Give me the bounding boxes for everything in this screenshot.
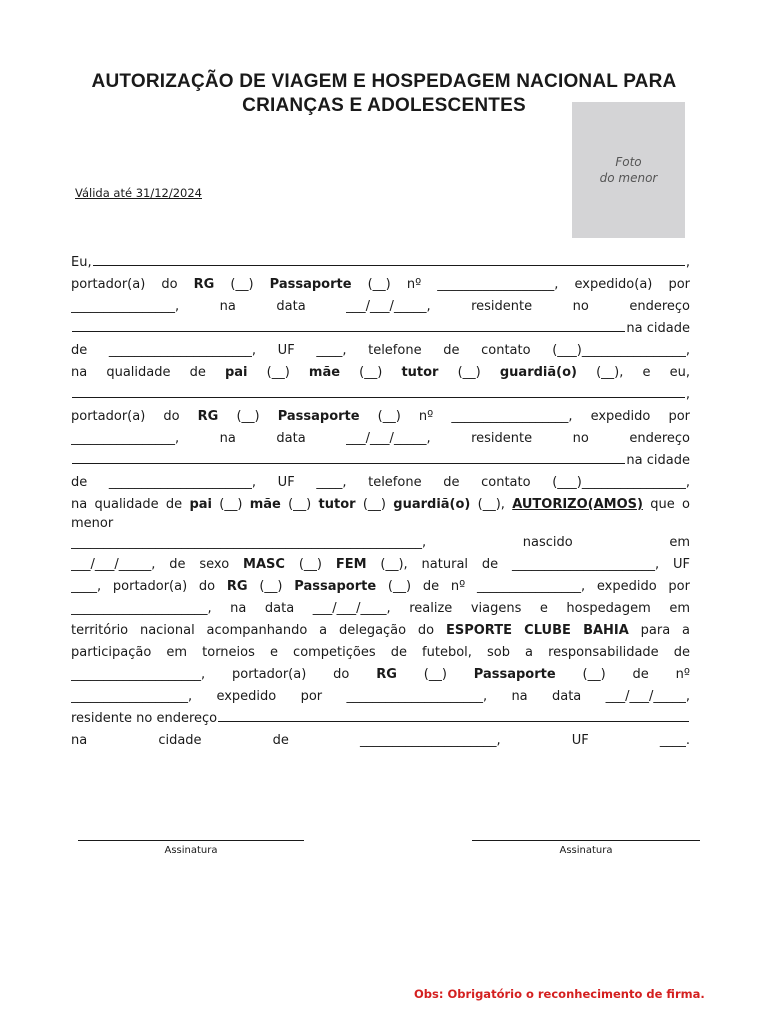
form-line: ___/___/_____, de sexo MASC (__) FEM (__), natural de ______________________, UF <box>71 557 690 572</box>
title-line-1: AUTORIZAÇÃO DE VIAGEM E HOSPEDAGEM NACIONAL PARA <box>91 71 677 92</box>
form-line: Eu, , <box>71 252 690 274</box>
form-line: na qualidade de pai (__) mãe (__) tutor (__) guardiã(o) (__), AUTORIZO(AMOS) que o <box>71 497 690 512</box>
form-line: ____, portador(a) do RG (__) Passaporte (__) de nº ________________, expedido por <box>71 579 690 594</box>
form-line: na cidade <box>71 450 690 472</box>
form-line: portador(a) do RG (__) Passaporte (__) nº __________________, expedido por <box>71 409 690 424</box>
form-line: na qualidade de pai (__) mãe (__) tutor (__) guardiã(o) (__), e eu, <box>71 365 690 380</box>
form-line: de ______________________, UF ____, telefone de contato (___)________________, <box>71 343 690 358</box>
blank-field <box>72 384 685 398</box>
form-line: participação em torneios e competições de futebol, sob a responsabilidade de <box>71 645 690 660</box>
form-line: na cidade de _____________________, UF ____. <box>71 733 690 748</box>
blank-field <box>72 318 625 332</box>
authorization-form-body <box>71 252 690 752</box>
form-line: portador(a) do RG (__) Passaporte (__) nº __________________, expedido(a) por <box>71 277 690 292</box>
form-line: __________________, expedido por _____________________, na data ___/___/_____, <box>71 689 690 704</box>
form-line: ________________, na data ___/___/_____, residente no endereço <box>71 299 690 314</box>
form-line: , <box>71 384 690 406</box>
form-line: ____________________, portador(a) do RG (__) Passaporte (__) de nº <box>71 667 690 682</box>
form-line: residente no endereço <box>71 708 690 730</box>
photo-label-2: do menor <box>599 171 658 185</box>
blank-field <box>93 252 685 266</box>
title-line-2: CRIANÇAS E ADOLESCENTES <box>242 95 526 116</box>
blank-field <box>72 450 625 464</box>
validity-date: Válida até 31/12/2024 <box>75 186 202 200</box>
form-line: de ______________________, UF ____, telefone de contato (___)________________, <box>71 475 690 490</box>
form-line: menor <box>71 516 114 531</box>
signature-line-right <box>472 840 700 856</box>
form-line: território nacional acompanhando a delegação do ESPORTE CLUBE BAHIA para a <box>71 623 690 638</box>
form-line: ________________, na data ___/___/_____, residente no endereço <box>71 431 690 446</box>
signature-line-left <box>78 840 304 856</box>
form-line: na cidade <box>71 318 690 340</box>
signature-label-left: Assinatura <box>164 845 218 856</box>
form-line: _____________________, na data ___/___/____, realize viagens e hospedagem em <box>71 601 690 616</box>
notary-notice: Obs: Obrigatório o reconhecimento de firma. <box>414 987 705 1001</box>
photo-label-1: Foto <box>615 155 642 169</box>
signature-label-right: Assinatura <box>559 845 613 856</box>
photo-placeholder <box>572 102 685 238</box>
blank-field <box>218 708 689 722</box>
form-line: ______________________________________________________, nascido em <box>71 535 690 550</box>
